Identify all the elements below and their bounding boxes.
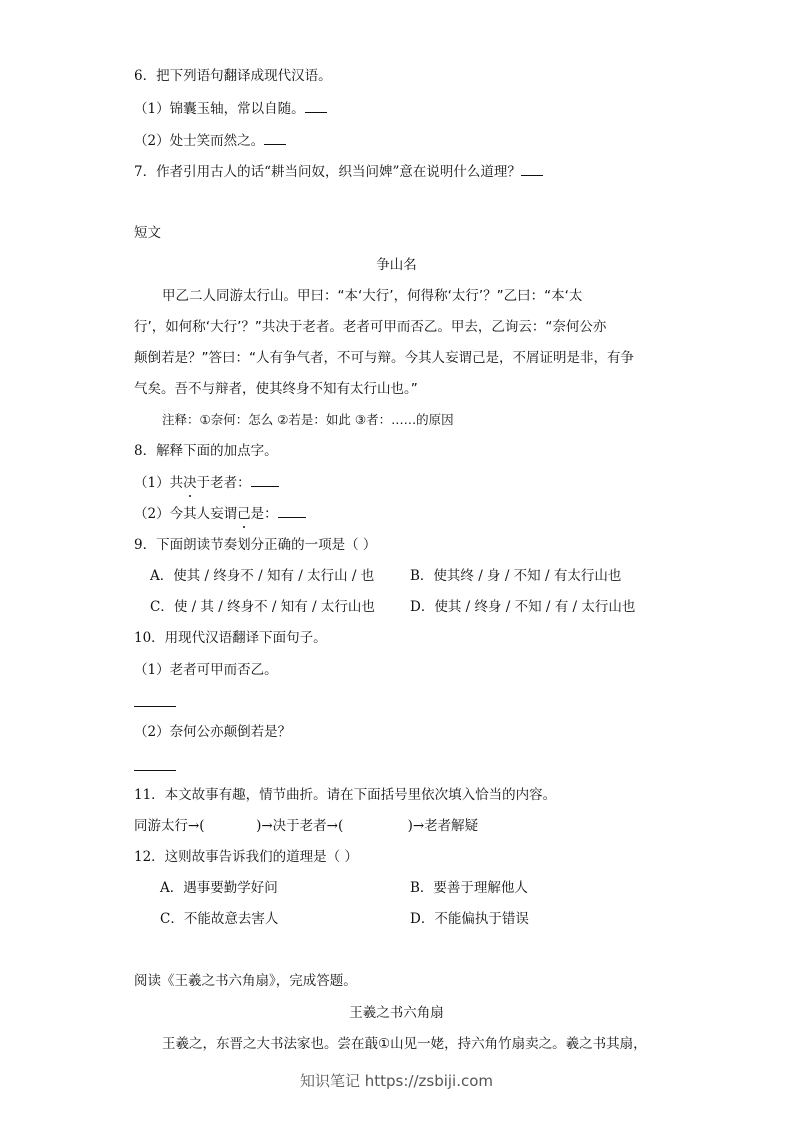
answer-blank[interactable] [278, 504, 306, 518]
answer-line[interactable] [134, 706, 176, 707]
q8-item2: （2）今其人妄谓己是： [134, 504, 306, 523]
q11-flow[interactable]: 同游太行→( )→决于老者→( )→老者解疑 [134, 818, 479, 834]
answer-blank[interactable] [521, 162, 543, 176]
site-watermark: 知识笔记 https://zsbiji.com [299, 1072, 494, 1090]
q10-item2: （2）奈何公亦颠倒若是？ [134, 724, 292, 740]
q12-option-a[interactable]: A．遇事要勤学好问 [160, 880, 278, 896]
q10-title: 10．用现代汉语翻译下面句子。 [134, 630, 327, 646]
q12-option-c[interactable]: C．不能故意去害人 [160, 911, 279, 927]
q9-option-b[interactable]: B．使其终 / 身 / 不知 / 有太行山也 [410, 568, 622, 584]
q8-title: 8．解释下面的加点字。 [134, 443, 278, 459]
q8-item1: （1）共决于老者： [134, 473, 279, 492]
q12-option-b[interactable]: B．要善于理解他人 [410, 880, 528, 896]
passage-line-1: 甲乙二人同游太行山。甲曰：“本‘大行’，何得称‘太行’？”乙曰：“本‘太 [162, 288, 583, 304]
q6-item1: （1）锦囊玉轴，常以自随。 [134, 99, 327, 118]
reading-title: 王羲之书六角扇 [349, 1005, 444, 1021]
q9-option-c[interactable]: C．使 / 其 / 终身不 / 知有 / 太行山也 [150, 599, 375, 615]
q9-option-a[interactable]: A．使其 / 终身不 / 知有 / 太行山 / 也 [150, 568, 375, 584]
answer-line[interactable] [134, 770, 176, 771]
q9-title: 9．下面朗读节奏划分正确的一项是（ ） [134, 537, 377, 553]
q10-item1: （1）老者可甲而否乙。 [134, 662, 278, 678]
dotted-char: 决 [183, 475, 197, 491]
answer-blank[interactable] [264, 131, 286, 145]
dotted-char: 己 [237, 506, 251, 522]
q12-option-d[interactable]: D．不能偏执于错误 [410, 911, 529, 927]
reading-intro: 阅读《王羲之书六角扇》，完成答题。 [134, 973, 357, 989]
q9-option-d[interactable]: D．使其 / 终身 / 不知 / 有 / 太行山也 [410, 599, 636, 615]
section-label: 短文 [134, 225, 161, 241]
passage-notes: 注释：①奈何：怎么 ②若是：如此 ③者：……的原因 [162, 412, 454, 427]
passage-line-4: 气矣。吾不与辩者，使其终身不知有太行山也。” [134, 381, 418, 397]
q12-title: 12．这则故事告诉我们的道理是（ ） [134, 849, 358, 865]
passage-title: 争山名 [376, 257, 417, 273]
q6-title: 6．把下列语句翻译成现代汉语。 [134, 68, 332, 84]
reading-line-1: 王羲之，东晋之大书法家也。尝在蕺①山见一姥，持六角竹扇卖之。羲之书其扇， [162, 1036, 647, 1052]
answer-blank[interactable] [251, 473, 279, 487]
passage-line-2: 行’，如何称‘大行’？”共决于老者。老者可甲而否乙。甲去，乙询云：“奈何公亦 [134, 319, 607, 335]
q11-title: 11．本文故事有趣，情节曲折。请在下面括号里依次填入恰当的内容。 [134, 787, 557, 803]
answer-blank[interactable] [305, 99, 327, 113]
q7-text: 7．作者引用古人的话“耕当问奴，织当问婢”意在说明什么道理？ [134, 162, 543, 181]
passage-line-3: 颠倒若是？”答曰：“人有争气者，不可与辩。今其人妄谓己是，不屑证明是非，有争 [134, 350, 634, 366]
q6-item2: （2）处士笑而然之。 [134, 131, 286, 150]
